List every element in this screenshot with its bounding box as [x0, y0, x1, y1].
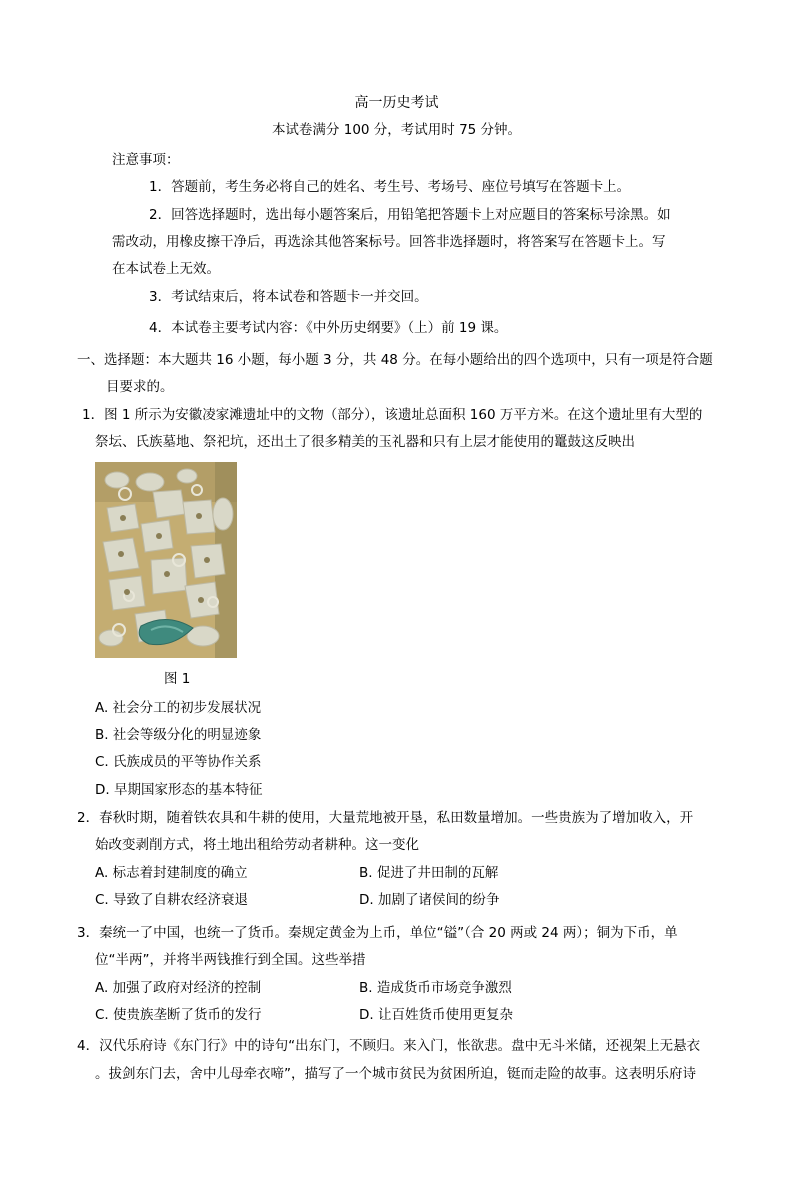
question-4-stem: 4．汉代乐府诗《东门行》中的诗句“出东门，不顾归。来入门，怅欲悲。盘中无斗米储，还视架上无悬衣 [77, 1038, 701, 1054]
option-b[interactable]: B. 促进了井田制的瓦解 [359, 865, 499, 881]
question-1-stem: 1．图 1 所示为安徽凌家滩遗址中的文物（部分），该遗址总面积 160 万平方米。在这个遗址里有大型的 [82, 407, 703, 423]
option-a[interactable]: A. 标志着封建制度的确立 [95, 865, 248, 881]
notice-item: 在本试卷上无效。 [112, 261, 220, 277]
option-a[interactable]: A. 加强了政府对经济的控制 [95, 980, 262, 996]
option-b[interactable]: B. 社会等级分化的明显迹象 [95, 727, 262, 743]
notice-item: 4．本试卷主要考试内容：《中外历史纲要》（上）前 19 课。 [149, 320, 508, 336]
notice-heading: 注意事项： [112, 152, 180, 168]
section-heading: 一、选择题：本大题共 16 小题，每小题 3 分，共 48 分。在每小题给出的四个选项中，只有一项是符合题 [77, 352, 713, 368]
option-a[interactable]: A. 社会分工的初步发展状况 [95, 700, 262, 716]
option-d[interactable]: D. 让百姓货币使用更复杂 [359, 1007, 513, 1023]
notice-item: 2．回答选择题时，选出每小题答案后，用铅笔把答题卡上对应题目的答案标号涂黑。如 [149, 207, 671, 223]
section-heading-cont: 目要求的。 [106, 379, 174, 395]
exam-subtitle: 本试卷满分 100 分，考试用时 75 分钟。 [271, 122, 522, 138]
question-2-stem-cont: 始改变剥削方式，将土地出租给劳动者耕种。这一变化 [95, 837, 419, 853]
option-c[interactable]: C. 氏族成员的平等协作关系 [95, 754, 262, 770]
option-c[interactable]: C. 使贵族垄断了货币的发行 [95, 1007, 262, 1023]
question-2-stem: 2．春秋时期，随着铁农具和牛耕的使用，大量荒地被开垦，私田数量增加。一些贵族为了增加收入，开 [77, 810, 694, 826]
option-d[interactable]: D. 加剧了诸侯间的纷争 [359, 892, 500, 908]
question-4-stem-cont: 。拔剑东门去，舍中儿母牵衣啼”，描写了一个城市贫民为贫困所迫，铤而走险的故事。这表明乐府诗 [95, 1066, 696, 1082]
notice-item: 3．考试结束后，将本试卷和答题卡一并交回。 [149, 289, 428, 305]
figure-1-photo [95, 462, 237, 658]
exam-title: 高一历史考试 [354, 95, 439, 111]
notice-item: 1．答题前，考生务必将自己的姓名、考生号、考场号、座位号填写在答题卡上。 [149, 179, 631, 195]
figure-1-caption: 图 1 [164, 671, 191, 687]
question-3-stem-cont: 位“半两”，并将半两钱推行到全国。这些举措 [95, 952, 366, 968]
notice-item: 需改动，用橡皮擦干净后，再选涂其他答案标号。回答非选择题时，将答案写在答题卡上。写 [112, 234, 666, 250]
question-3-stem: 3．秦统一了中国，也统一了货币。秦规定黄金为上币，单位“镒”（合 20 两或 24 两）；铜为下币，单 [77, 925, 678, 941]
question-1-stem-cont: 祭坛、氏族墓地、祭祀坑，还出土了很多精美的玉礼器和只有上层才能使用的鼍鼓这反映出 [95, 434, 635, 450]
option-d[interactable]: D. 早期国家形态的基本特征 [95, 782, 263, 798]
option-c[interactable]: C. 导致了自耕农经济衰退 [95, 892, 249, 908]
option-b[interactable]: B. 造成货币市场竞争激烈 [359, 980, 512, 996]
